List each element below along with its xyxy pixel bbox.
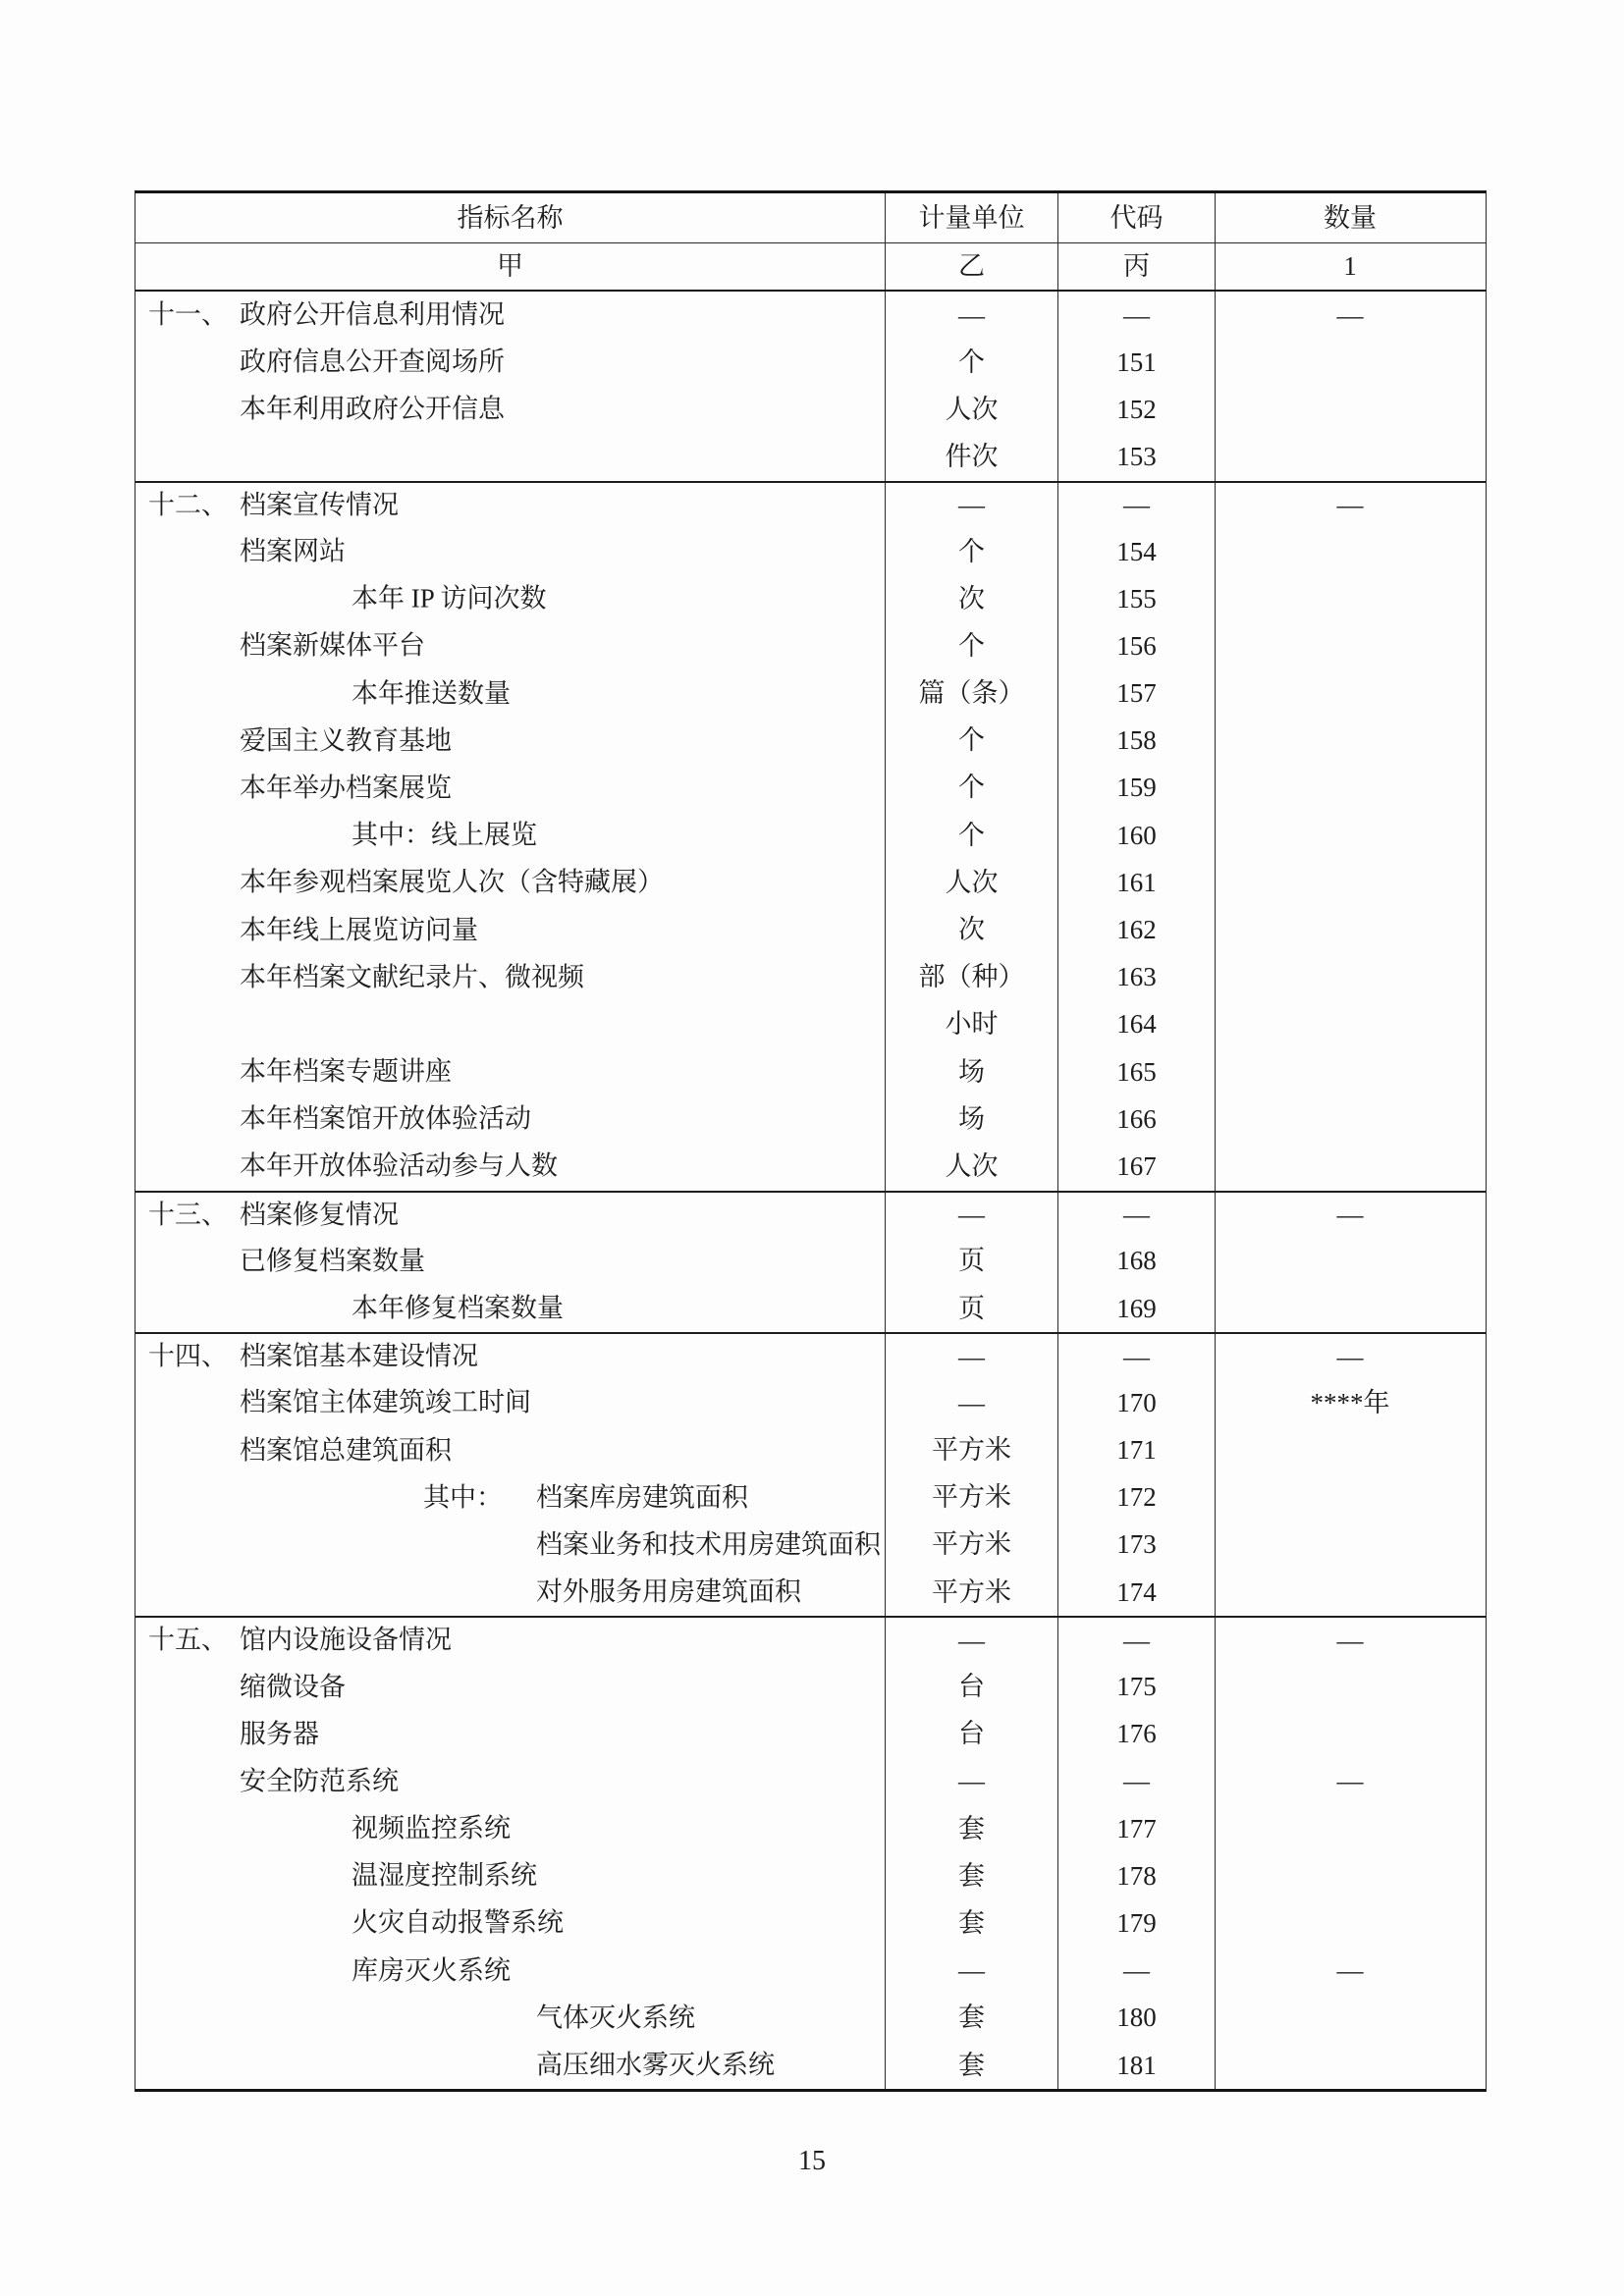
unit-cell: 场: [885, 1048, 1057, 1095]
indicator-name: 气体灭火系统: [536, 2002, 695, 2033]
table-row: [135, 765, 1486, 812]
indicator-name: 视频监控系统: [352, 1813, 511, 1843]
header-quantity: 数量: [1215, 193, 1485, 242]
unit-cell: 台: [885, 1711, 1057, 1758]
indicator-name-cell: [135, 1948, 885, 1995]
section-number: 十二、: [148, 490, 228, 520]
indicator-name-cell: [135, 1285, 885, 1332]
indicator-name-cell: [135, 1711, 885, 1758]
unit-cell: —: [885, 1618, 1057, 1663]
code-cell: 158: [1057, 718, 1215, 765]
indicator-name-cell: [135, 812, 885, 859]
table-row: [135, 339, 1486, 386]
table-row: [135, 718, 1486, 765]
table-row: [135, 1569, 1486, 1616]
unit-cell: —: [885, 1948, 1057, 1995]
table-row: [135, 1663, 1486, 1710]
quantity-cell: [1215, 1711, 1485, 1758]
unit-cell: 个: [885, 765, 1057, 812]
code-cell: 160: [1057, 812, 1215, 859]
code-cell: 161: [1057, 859, 1215, 906]
code-cell: 154: [1057, 528, 1215, 575]
table-row: [135, 906, 1486, 953]
unit-cell: 次: [885, 906, 1057, 953]
unit-cell: 个: [885, 718, 1057, 765]
table-row: [135, 954, 1486, 1001]
code-cell: —: [1057, 292, 1215, 339]
indicator-name: 爱国主义教育基地: [240, 725, 452, 756]
section-row: [135, 481, 1486, 528]
indicator-name: 档案业务和技术用房建筑面积: [536, 1529, 881, 1560]
qizhong-prefix: 其中：: [423, 1482, 503, 1513]
indicator-name: 本年推送数量: [352, 678, 511, 709]
indicator-name-cell: [135, 859, 885, 906]
indicator-name: 其中：线上展览: [352, 820, 537, 850]
table-row: [135, 1285, 1486, 1332]
code-cell: 167: [1057, 1143, 1215, 1190]
quantity-cell: [1215, 954, 1485, 1001]
code-cell: 159: [1057, 765, 1215, 812]
code-cell: 156: [1057, 622, 1215, 669]
indicator-name-cell: [135, 1193, 885, 1238]
quantity-cell: [1215, 670, 1485, 718]
unit-cell: 部（种）: [885, 954, 1057, 1001]
indicator-name-cell: [135, 386, 885, 433]
quantity-cell: [1215, 386, 1485, 433]
code-cell: 174: [1057, 1569, 1215, 1616]
code-cell: 152: [1057, 386, 1215, 433]
code-cell: 173: [1057, 1522, 1215, 1569]
indicator-name: 本年线上展览访问量: [240, 915, 478, 945]
table-row: [135, 1758, 1486, 1805]
quantity-cell: [1215, 1001, 1485, 1048]
indicator-name-cell: [135, 575, 885, 622]
header-code: 代码: [1057, 193, 1215, 242]
statistics-table: [135, 190, 1487, 2092]
table-row: [135, 670, 1486, 718]
indicator-name-cell: [135, 1618, 885, 1663]
quantity-cell: —: [1215, 1758, 1485, 1805]
code-cell: 181: [1057, 2042, 1215, 2089]
indicator-name-cell: [135, 1474, 885, 1522]
unit-cell: 页: [885, 1238, 1057, 1285]
quantity-cell: [1215, 1238, 1485, 1285]
quantity-cell: ****年: [1215, 1379, 1485, 1426]
section-row: [135, 1616, 1486, 1663]
unit-cell: 件次: [885, 434, 1057, 481]
indicator-name: 本年修复档案数量: [352, 1293, 564, 1323]
unit-cell: 套: [885, 1852, 1057, 1899]
quantity-cell: [1215, 718, 1485, 765]
table-header-row: [135, 193, 1486, 243]
code-cell: 180: [1057, 1995, 1215, 2042]
table-row: [135, 622, 1486, 669]
unit-cell: 台: [885, 1663, 1057, 1710]
indicator-name-cell: [135, 1758, 885, 1805]
indicator-name: 档案库房建筑面积: [536, 1482, 748, 1513]
indicator-name: 高压细水雾灭火系统: [536, 2050, 775, 2080]
indicator-name: 本年利用政府公开信息: [240, 394, 505, 424]
indicator-name: 档案馆主体建筑竣工时间: [240, 1387, 531, 1417]
indicator-name-cell: [135, 1522, 885, 1569]
unit-cell: 平方米: [885, 1522, 1057, 1569]
unit-cell: 次: [885, 575, 1057, 622]
code-cell: 165: [1057, 1048, 1215, 1095]
quantity-cell: [1215, 906, 1485, 953]
code-cell: 171: [1057, 1427, 1215, 1474]
indicator-name-cell: [135, 1238, 885, 1285]
indicator-name-cell: [135, 1334, 885, 1379]
indicator-name-cell: [135, 1569, 885, 1616]
table-row: [135, 1899, 1486, 1947]
indicator-name: 档案新媒体平台: [240, 630, 425, 661]
table-row: [135, 1522, 1486, 1569]
quantity-cell: [1215, 1285, 1485, 1332]
quantity-cell: [1215, 1048, 1485, 1095]
section-number: 十一、: [148, 299, 228, 330]
indicator-name-cell: [135, 670, 885, 718]
quantity-cell: —: [1215, 1618, 1485, 1663]
table-row: [135, 1948, 1486, 1995]
table-row: [135, 1379, 1486, 1426]
indicator-name-cell: [135, 1048, 885, 1095]
table-row: [135, 528, 1486, 575]
unit-cell: 套: [885, 2042, 1057, 2089]
table-row: [135, 1711, 1486, 1758]
unit-cell: 平方米: [885, 1569, 1057, 1616]
header-unit: 计量单位: [885, 193, 1057, 242]
section-number: 十五、: [148, 1625, 228, 1655]
quantity-cell: [1215, 528, 1485, 575]
indicator-name-cell: [135, 622, 885, 669]
code-cell: 172: [1057, 1474, 1215, 1522]
table-subheader-row: [135, 243, 1486, 292]
table-row: [135, 1852, 1486, 1899]
quantity-cell: [1215, 1427, 1485, 1474]
code-cell: 170: [1057, 1379, 1215, 1426]
indicator-name: 服务器: [240, 1719, 319, 1749]
quantity-cell: [1215, 859, 1485, 906]
indicator-name-cell: [135, 765, 885, 812]
indicator-name-cell: [135, 1852, 885, 1899]
section-row: [135, 1191, 1486, 1238]
quantity-cell: [1215, 1995, 1485, 2042]
code-cell: —: [1057, 1758, 1215, 1805]
code-cell: 179: [1057, 1899, 1215, 1947]
unit-cell: 小时: [885, 1001, 1057, 1048]
unit-cell: 人次: [885, 1143, 1057, 1190]
quantity-cell: [1215, 1899, 1485, 1947]
quantity-cell: —: [1215, 1948, 1485, 1995]
unit-cell: 场: [885, 1095, 1057, 1143]
unit-cell: —: [885, 1334, 1057, 1379]
indicator-name-cell: [135, 483, 885, 528]
unit-cell: 平方米: [885, 1474, 1057, 1522]
unit-cell: 个: [885, 528, 1057, 575]
subheader-yi: 乙: [885, 243, 1057, 290]
subheader-jia: 甲: [497, 251, 523, 281]
unit-cell: 人次: [885, 859, 1057, 906]
quantity-cell: —: [1215, 483, 1485, 528]
indicator-name-cell: [135, 528, 885, 575]
indicator-name: 档案网站: [240, 536, 346, 566]
indicator-name: 安全防范系统: [240, 1766, 399, 1796]
code-cell: 163: [1057, 954, 1215, 1001]
indicator-name-cell: [135, 1379, 885, 1426]
code-cell: 168: [1057, 1238, 1215, 1285]
indicator-name: 火灾自动报警系统: [352, 1907, 564, 1938]
subheader-1: 1: [1215, 243, 1485, 290]
unit-cell: 套: [885, 1805, 1057, 1852]
quantity-cell: [1215, 1805, 1485, 1852]
code-cell: —: [1057, 1618, 1215, 1663]
quantity-cell: —: [1215, 1193, 1485, 1238]
indicator-name: 馆内设施设备情况: [240, 1625, 452, 1655]
table-row: [135, 1427, 1486, 1474]
unit-cell: 套: [885, 1995, 1057, 2042]
indicator-name-cell: [135, 1095, 885, 1143]
table-body: [135, 292, 1486, 2089]
code-cell: 157: [1057, 670, 1215, 718]
table-row: [135, 1474, 1486, 1522]
unit-cell: 个: [885, 812, 1057, 859]
page-number: 15: [798, 2146, 826, 2176]
indicator-name-cell: [135, 1001, 885, 1048]
indicator-name: 本年开放体验活动参与人数: [240, 1150, 558, 1181]
quantity-cell: —: [1215, 292, 1485, 339]
indicator-name: 档案馆基本建设情况: [240, 1341, 478, 1371]
indicator-name: 本年 IP 访问次数: [352, 583, 547, 614]
code-cell: —: [1057, 483, 1215, 528]
unit-cell: 平方米: [885, 1427, 1057, 1474]
indicator-name: 对外服务用房建筑面积: [536, 1576, 801, 1607]
code-cell: 155: [1057, 575, 1215, 622]
unit-cell: —: [885, 483, 1057, 528]
indicator-name: 政府信息公开查阅场所: [240, 347, 505, 377]
indicator-name-cell: [135, 2042, 885, 2089]
indicator-name-cell: [135, 1427, 885, 1474]
indicator-name: 本年档案文献纪录片、微视频: [240, 962, 584, 992]
quantity-cell: —: [1215, 1334, 1485, 1379]
indicator-name: 档案修复情况: [240, 1200, 399, 1230]
quantity-cell: [1215, 434, 1485, 481]
indicator-name-cell: [135, 906, 885, 953]
quantity-cell: [1215, 1663, 1485, 1710]
unit-cell: 篇（条）: [885, 670, 1057, 718]
indicator-name-cell: [135, 718, 885, 765]
indicator-name: 温湿度控制系统: [352, 1860, 537, 1891]
quantity-cell: [1215, 339, 1485, 386]
code-cell: 164: [1057, 1001, 1215, 1048]
quantity-cell: [1215, 575, 1485, 622]
code-cell: 176: [1057, 1711, 1215, 1758]
unit-cell: —: [885, 292, 1057, 339]
table-row: [135, 386, 1486, 433]
code-cell: 153: [1057, 434, 1215, 481]
quantity-cell: [1215, 1143, 1485, 1190]
code-cell: 175: [1057, 1663, 1215, 1710]
table-row: [135, 1238, 1486, 1285]
code-cell: 166: [1057, 1095, 1215, 1143]
section-number: 十三、: [148, 1200, 228, 1230]
unit-cell: —: [885, 1193, 1057, 1238]
table-row: [135, 1048, 1486, 1095]
code-cell: —: [1057, 1334, 1215, 1379]
quantity-cell: [1215, 812, 1485, 859]
table-row: [135, 812, 1486, 859]
unit-cell: —: [885, 1379, 1057, 1426]
unit-cell: 套: [885, 1899, 1057, 1947]
indicator-name: 本年参观档案展览人次（含特藏展）: [240, 867, 664, 897]
unit-cell: —: [885, 1758, 1057, 1805]
indicator-name-cell: [135, 954, 885, 1001]
indicator-name-cell: [135, 1663, 885, 1710]
indicator-name-cell: [135, 1805, 885, 1852]
code-cell: 178: [1057, 1852, 1215, 1899]
unit-cell: 个: [885, 339, 1057, 386]
code-cell: 162: [1057, 906, 1215, 953]
unit-cell: 个: [885, 622, 1057, 669]
table-row: [135, 1143, 1486, 1190]
indicator-name-cell: [135, 292, 885, 339]
quantity-cell: [1215, 1474, 1485, 1522]
code-cell: 169: [1057, 1285, 1215, 1332]
indicator-name: 政府公开信息利用情况: [240, 299, 505, 330]
indicator-name-cell: [135, 434, 885, 481]
table-row: [135, 1995, 1486, 2042]
code-cell: 151: [1057, 339, 1215, 386]
indicator-name: 本年举办档案展览: [240, 773, 452, 803]
quantity-cell: [1215, 1569, 1485, 1616]
quantity-cell: [1215, 622, 1485, 669]
table-row: [135, 859, 1486, 906]
indicator-name: 库房灭火系统: [352, 1955, 511, 1986]
quantity-cell: [1215, 1522, 1485, 1569]
indicator-name: 缩微设备: [240, 1672, 346, 1702]
section-number: 十四、: [148, 1341, 228, 1371]
table-row: [135, 1805, 1486, 1852]
indicator-name-cell: [135, 1899, 885, 1947]
unit-cell: 页: [885, 1285, 1057, 1332]
section-row: [135, 292, 1486, 339]
code-cell: —: [1057, 1193, 1215, 1238]
unit-cell: 人次: [885, 386, 1057, 433]
indicator-name-cell: [135, 339, 885, 386]
table-row: [135, 434, 1486, 481]
indicator-name: 已修复档案数量: [240, 1246, 425, 1276]
indicator-name-cell: [135, 1143, 885, 1190]
indicator-name-cell: [135, 1995, 885, 2042]
quantity-cell: [1215, 2042, 1485, 2089]
indicator-name: 本年档案专题讲座: [240, 1056, 452, 1087]
quantity-cell: [1215, 1852, 1485, 1899]
table-row: [135, 2042, 1486, 2089]
header-indicator-name: 指标名称: [457, 202, 564, 233]
code-cell: 177: [1057, 1805, 1215, 1852]
table-row: [135, 1001, 1486, 1048]
quantity-cell: [1215, 765, 1485, 812]
indicator-name: 本年档案馆开放体验活动: [240, 1103, 531, 1134]
indicator-name: 档案宣传情况: [240, 490, 399, 520]
table-row: [135, 1095, 1486, 1143]
section-row: [135, 1332, 1486, 1379]
table-row: [135, 575, 1486, 622]
subheader-bing: 丙: [1057, 243, 1215, 290]
indicator-name: 档案馆总建筑面积: [240, 1435, 452, 1466]
quantity-cell: [1215, 1095, 1485, 1143]
code-cell: —: [1057, 1948, 1215, 1995]
